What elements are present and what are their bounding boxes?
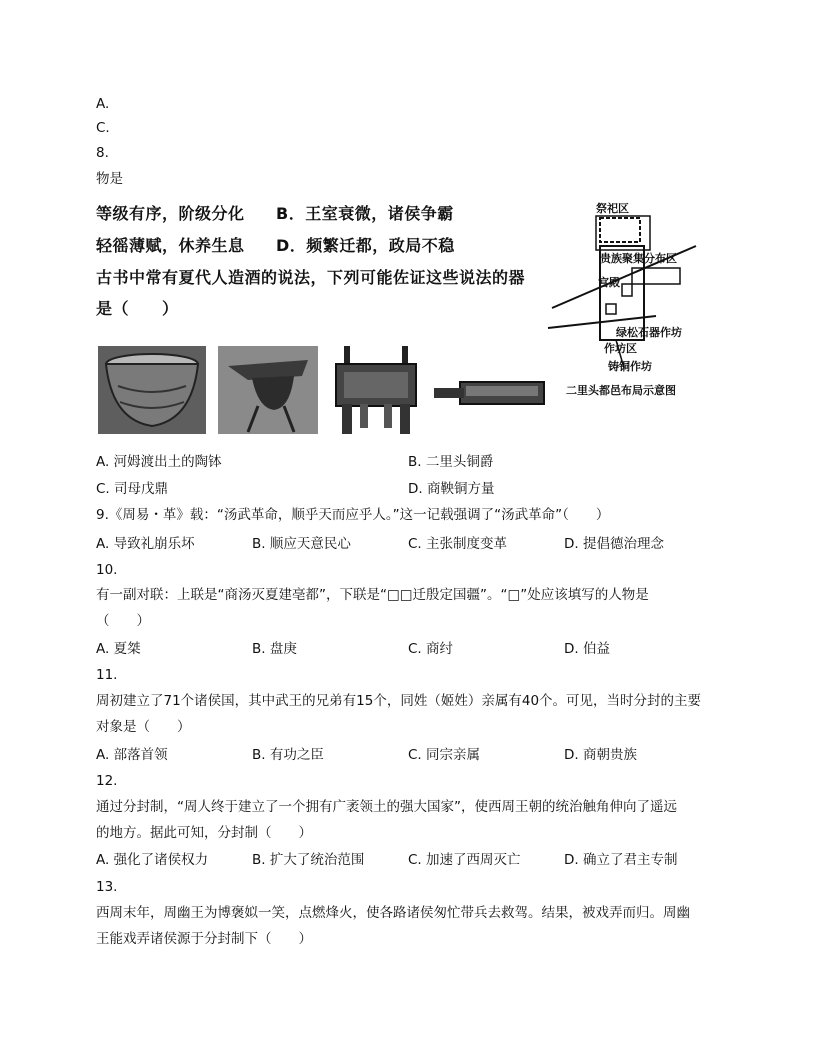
question-number-8: 8.: [96, 145, 109, 161]
q9-option-b[interactable]: B. 顺应天意民心: [252, 536, 351, 552]
map-label-palace: 宫殿: [598, 276, 620, 289]
q12-option-c[interactable]: C. 加速了西周灭亡: [408, 852, 521, 868]
prev-option-c: 轻徭薄赋，休养生息: [96, 236, 245, 255]
q12-option-a[interactable]: A. 强化了诸侯权力: [96, 852, 209, 868]
q12-stem: 通过分封制，“周人终于建立了一个拥有广袤领土的强大国家”，使西周王朝的统治触角伸向了遥远: [96, 799, 677, 815]
map-caption: 二里头都邑布局示意图: [566, 384, 676, 397]
map-label-ritual: 祭祀区: [596, 202, 629, 215]
q9-stem: 9.《周易・革》载：“汤武革命，顺乎天而应乎人。”这一记载强调了“汤武革命”（ ）: [96, 507, 610, 523]
map-label-turquoise: 绿松石器作坊: [616, 326, 682, 339]
map-label-noble: 贵族聚集分布区: [600, 252, 677, 265]
q8-option-c[interactable]: C. 司母戊鼎: [96, 481, 169, 497]
q13-stem: 西周末年，周幽王为博褒姒一笑，点燃烽火，使各路诸侯匆忙带兵去救驾。结果，被戏弄而归。周幽: [96, 905, 690, 921]
fragment-a: A.: [96, 96, 110, 112]
q10-option-c[interactable]: C. 商纣: [408, 641, 454, 657]
q9-option-d[interactable]: D. 提倡德治理念: [564, 536, 664, 552]
q8-stem: 古书中常有夏代人造酒的说法，下列可能佐证这些说法的器: [96, 268, 526, 287]
q11-option-b[interactable]: B. 有功之臣: [252, 747, 324, 763]
q10-option-b[interactable]: B. 盘庚: [252, 641, 297, 657]
map-label-bronze: 铸铜作坊: [608, 360, 652, 373]
q9-option-a[interactable]: A. 导致礼崩乐坏: [96, 536, 195, 552]
map-label-workshop: 作坊区: [604, 342, 637, 355]
q13-stem-cont: 王能戏弄诸侯源于分封制下（ ）: [96, 931, 312, 947]
question-number-13: 13.: [96, 879, 118, 895]
q11-stem-cont: 对象是（ ）: [96, 719, 191, 735]
prev-option-b: B．王室衰微，诸侯争霸: [276, 204, 454, 223]
q8-option-a[interactable]: A. 河姆渡出土的陶钵: [96, 454, 222, 470]
q12-stem-cont: 的地方。据此可知，分封制（ ）: [96, 825, 312, 841]
q8-option-b[interactable]: B. 二里头铜爵: [408, 454, 494, 470]
q11-option-d[interactable]: D. 商朝贵族: [564, 747, 637, 763]
q8-fragment: 物是: [96, 171, 123, 187]
q11-stem: 周初建立了71个诸侯国，其中武王的兄弟有15个，同姓（姬姓）亲属有40个。可见，当时分封的主要: [96, 693, 702, 709]
q10-option-a[interactable]: A. 夏桀: [96, 641, 141, 657]
photo-simuwu-ding: [330, 346, 422, 434]
q11-option-c[interactable]: C. 同宗亲属: [408, 747, 481, 763]
q12-option-b[interactable]: B. 扩大了统治范围: [252, 852, 365, 868]
photo-shang-yang-measure: [432, 346, 548, 434]
prev-option-d: D．频繁迁都，政局不稳: [276, 236, 455, 255]
q8-option-d[interactable]: D. 商鞅铜方量: [408, 481, 495, 497]
erlitou-map: [546, 196, 706, 401]
question-number-11: 11.: [96, 667, 118, 683]
photo-pottery-bowl: [98, 346, 206, 434]
q10-option-d[interactable]: D. 伯益: [564, 641, 610, 657]
q10-stem-cont: （ ）: [96, 613, 150, 629]
photo-bronze-jue: [218, 346, 318, 434]
prev-option-a: 等级有序，阶级分化: [96, 204, 245, 223]
q9-option-c[interactable]: C. 主张制度变革: [408, 536, 508, 552]
fragment-c: C.: [96, 120, 110, 136]
question-number-10: 10.: [96, 562, 118, 578]
q10-stem: 有一副对联：上联是“商汤灭夏建亳都”，下联是“□□迁殷定国疆”。“□”处应该填写的人物是: [96, 587, 649, 603]
question-number-12: 12.: [96, 773, 118, 789]
q12-option-d[interactable]: D. 确立了君主专制: [564, 852, 678, 868]
q8-stem-cont: 是（ ）: [96, 299, 179, 318]
q11-option-a[interactable]: A. 部落首领: [96, 747, 168, 763]
